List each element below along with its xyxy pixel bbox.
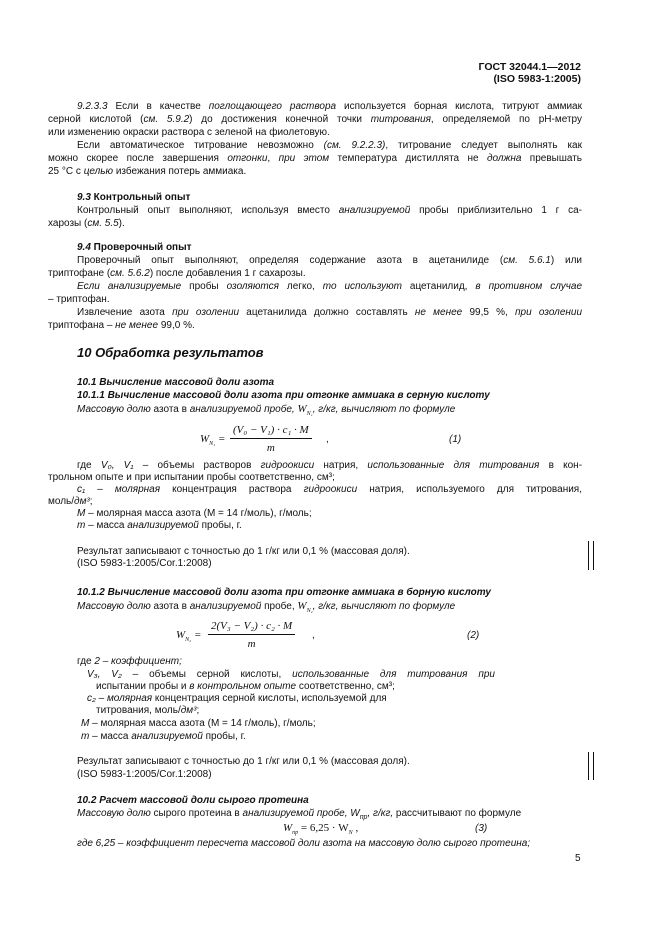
iso-code: (ISO 5983-1:2005) [493, 73, 581, 85]
section-10-1-heading: 10.1 Вычисление массовой доли азота [77, 377, 275, 388]
document-header [479, 61, 581, 85]
formula-2-number: (2) [467, 630, 480, 641]
change-bar [593, 752, 594, 780]
formula-1-number: (1) [449, 434, 462, 445]
section-9-4-heading: 9.4 Проверочный опыт [77, 242, 192, 253]
formula-3-number: (3) [475, 823, 488, 834]
page-number: 5 [575, 853, 581, 864]
standard-code: ГОСТ 32044.1—2012 [478, 61, 581, 73]
change-bar [588, 752, 589, 780]
section-10-heading: 10 Обработка результатов [77, 345, 264, 360]
section-10-2-heading: 10.2 Расчет массовой доли сырого протеина [77, 795, 309, 806]
section-10-1-2-heading: 10.1.2 Вычисление массовой доли азота при отгонке аммиака в борную кислоту [77, 587, 491, 598]
section-9-3-heading: 9.3 Контрольный опыт [77, 192, 191, 203]
section-10-1-1-heading: 10.1.1 Вычисление массовой доли азота при отгонке аммиака в серную кислоту [77, 390, 490, 401]
change-bar [593, 541, 594, 570]
change-bar [588, 541, 589, 570]
